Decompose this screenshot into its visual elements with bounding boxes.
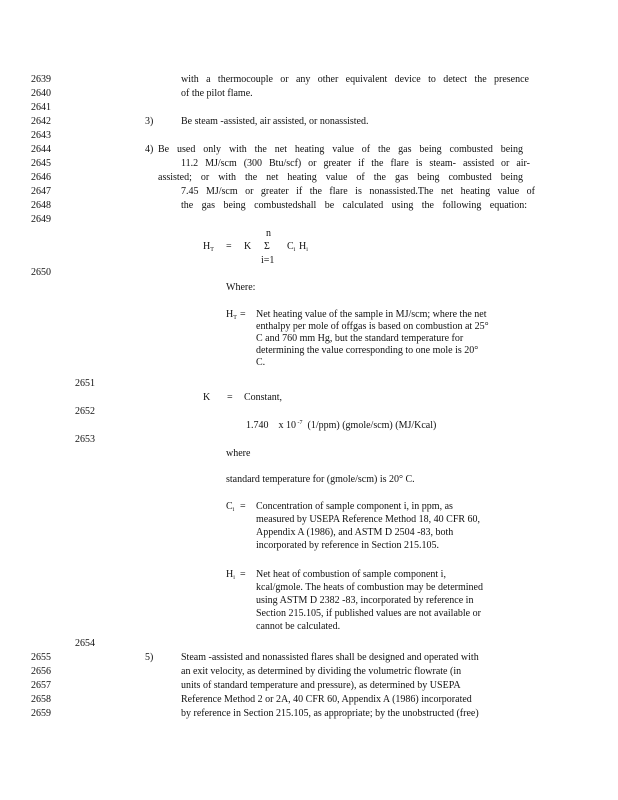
line-number: 2641: [31, 102, 51, 113]
line-number: 2658: [31, 694, 51, 705]
equation-k: K: [244, 241, 252, 252]
item2-line: of the pilot flame.: [181, 88, 253, 99]
def-hi-equals: =: [240, 569, 246, 580]
line-number: 2643: [31, 130, 51, 141]
line-number: 2651: [75, 378, 95, 389]
def-k-text: Constant,: [244, 392, 283, 403]
def-ht-line: determining the value corresponding to one mole is 20°: [256, 345, 479, 356]
item4-line: assisted; or with the net heating value of the gas being combusted being: [158, 172, 523, 183]
item5-marker: 5): [145, 652, 154, 663]
equation-ci: $C_i$: [287, 241, 296, 253]
def-ht-line: C.: [256, 357, 266, 368]
line-number: 2642: [31, 116, 51, 127]
def-k-equals: =: [227, 392, 233, 403]
def-k-value: 1.740 x 10 $^{-7}$ (1/ppm) (gmole/scm) (MJ/Kcal): [246, 420, 437, 431]
item5-line: units of standard temperature and pressure), as determined by USEPA: [181, 680, 461, 691]
item4-line: 7.45 MJ/scm or greater if the flare is nonassisted.The net heating value of: [181, 186, 535, 197]
line-number: 2646: [31, 172, 51, 183]
item4-line: the gas being combustedshall be calculated using the following equation:: [181, 200, 527, 211]
def-hi-line: Section 215.105, if published values are not available or: [256, 608, 481, 619]
line-number: 2650: [31, 267, 51, 278]
def-ht-line: enthalpy per mole of offgas is based on combustion at 25°: [256, 321, 489, 332]
def-hi-line: Net heat of combustion of sample component i,: [256, 569, 446, 580]
equation-lhs: $H_T$: [203, 241, 214, 253]
item5-line: an exit velocity, as determined by dividing the volumetric flowrate (in: [181, 666, 462, 677]
def-ht-symbol: $H_T$: [226, 309, 237, 321]
line-number: 2644: [31, 144, 51, 155]
equation-equals: =: [226, 241, 232, 252]
equation-sum-top: n: [266, 228, 271, 239]
line-number: 2652: [75, 406, 95, 417]
def-hi-symbol: $H_i$: [226, 569, 235, 581]
item4-line: Be used only with the net heating value of the gas being combusted being: [158, 144, 523, 155]
def-k-where: where: [226, 448, 251, 459]
line-number: 2655: [31, 652, 51, 663]
def-ci-line: incorporated by reference in Section 215.105.: [256, 540, 439, 551]
line-number: 2654: [75, 638, 95, 649]
line-number: 2653: [75, 434, 95, 445]
def-ci-line: measured by USEPA Reference Method 18, 40 CFR 60,: [256, 514, 481, 525]
equation-sum-bottom: i=1: [261, 255, 275, 266]
def-hi-line: cannot be calculated.: [256, 621, 341, 632]
def-k-symbol: K: [203, 392, 211, 403]
def-ht-line: Net heating value of the sample in MJ/scm; where the net: [256, 309, 487, 320]
item2-line: with a thermocouple or any other equivalent device to detect the presence: [181, 74, 529, 85]
def-ci-line: Concentration of sample component i, in ppm, as: [256, 501, 453, 512]
def-ht-equals: =: [240, 309, 246, 320]
line-number: 2645: [31, 158, 51, 169]
item4-line: 11.2 MJ/scm (300 Btu/scf) or greater if the flare is steam- assisted or air-: [181, 158, 530, 169]
line-number: 2649: [31, 214, 51, 225]
item3-text: Be steam -assisted, air assisted, or nonassisted.: [181, 116, 369, 127]
line-number: 2640: [31, 88, 51, 99]
def-hi-line: kcal/gmole. The heats of combustion may be determined: [256, 582, 483, 593]
line-number: 2657: [31, 680, 51, 691]
def-hi-line: using ASTM D 2382 -83, incorporated by reference in: [256, 595, 474, 606]
line-number: 2639: [31, 74, 51, 85]
def-ci-line: Appendix A (1986), and ASTM D 2504 -83, both: [256, 527, 454, 538]
line-number: 2647: [31, 186, 51, 197]
def-ht-line: C and 760 mm Hg, but the standard temperature for: [256, 333, 464, 344]
def-ci-symbol: $C_i$: [226, 501, 235, 513]
item5-line: Reference Method 2 or 2A, 40 CFR 60, Appendix A (1986) incorporated: [181, 694, 472, 705]
line-number: 2648: [31, 200, 51, 211]
where-label: Where:: [226, 282, 256, 293]
item3-marker: 3): [145, 116, 154, 127]
item5-line: Steam -assisted and nonassisted flares shall be designed and operated with: [181, 652, 479, 663]
item5-line: by reference in Section 215.105, as appropriate; by the unobstructed (free): [181, 708, 479, 719]
def-k-standard-temp: standard temperature for (gmole/scm) is 20° C.: [226, 474, 415, 485]
line-number: 2659: [31, 708, 51, 719]
equation-hi: $H_i$: [299, 241, 308, 253]
item4-marker: 4): [145, 144, 154, 155]
line-number: 2656: [31, 666, 51, 677]
equation-sigma: Σ: [264, 241, 270, 252]
def-ci-equals: =: [240, 501, 246, 512]
